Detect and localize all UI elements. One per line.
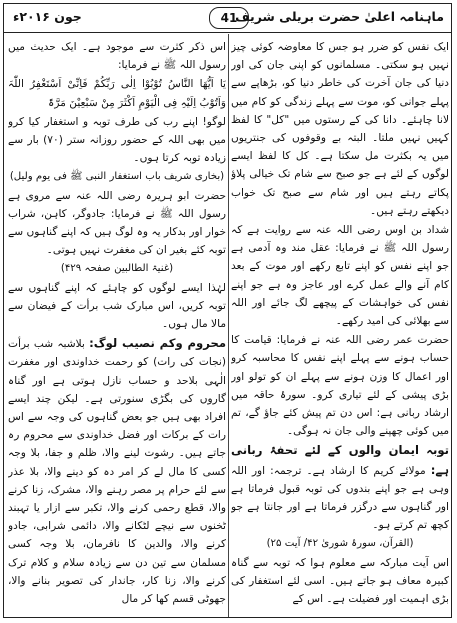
paragraph: مولائے کریم کا ارشاد ہے۔ ترجمہ: اور اللہ وہی ہے جو اپنے بندوں کی توبہ قبول فرماتا ہے اور گناہوں سے درگزر فرماتا ہے اور جانتا ہے جو کچھ تم کرتے ہو۔ xyxy=(231,464,449,532)
magazine-title: ماہنامہ اعلیٰ حضرت بریلی شریف xyxy=(235,9,444,24)
paragraph: حضرت ابو ہریرہ رضی اللہ عنہ سے مروی ہے رسول اللہ ﷺ نے فرمایا: جادوگر، کاہن، شراب خوار اور بدکار یہ وہ لوگ ہیں کہ اپنے گناہوں سے توبہ کئے بغیر ان کی مغفرت نہیں ہوتی۔ xyxy=(8,189,226,257)
section-block xyxy=(8,334,226,608)
paragraph: اس آیت مبارکہ سے معلوم ہوا کہ توبہ سے گناہ کبیرہ معاف ہو جاتے ہیں۔ اسی لئے استغفار کی بڑی اہمیت اور فضیلت ہے۔ اس کے xyxy=(231,556,449,606)
paragraph: لہٰذا ایسے لوگوں کو چاہئے کہ اپنے گناہوں سے توبہ کریں، اس مبارک شب برأت کے فیضان سے مالا مال ہوں۔ xyxy=(8,281,226,331)
quran-reference: (القرآن، سورۂ شوریٰ ۴۲/ آیت ۲۵) xyxy=(266,538,414,550)
page-header xyxy=(3,3,452,33)
column-divider xyxy=(228,34,229,617)
section-block xyxy=(231,441,449,534)
arabic-hadith: یَا اَیُّھَا النَّاسُ تُوْبُوْا اِلٰی رَبِّکُمْ فَاِنِّیْ اَسْتَغْفِرُ اللّٰہَ وَاَتُوْبُ اِلَیْہِ فِی الْیَوْمِ اَکْثَرَ مِنْ سَبْعِیْنَ مَرَّۃً xyxy=(8,78,226,109)
paragraph: حضرت عمر رضی اللہ عنہ نے فرمایا: قیامت کا حساب ہونے سے پہلے اپنے نفس کا محاسبہ کرو اور اعمال کا وزن ہونے سے پہلے ان کو تولو اور بڑی پیشی کے لئے تیاری کرو۔ سورۂ حاقہ میں ارشاد ربانی ہے: اس دن تم پیش کئے جاؤ گے، تم میں کوئی چھپنے والی جان نہ ہوگی۔ xyxy=(231,334,449,438)
page-number: 41 xyxy=(209,7,249,29)
section-heading: محروم وکم نصیب لوگ: xyxy=(89,336,226,351)
right-column xyxy=(231,38,449,613)
paragraph: لوگو! اپنے رب کی طرف توبہ و استغفار کیا کرو میں بھی اللہ کے حضور روزانہ ستر (۷۰) بار سے زیادہ توبہ کرتا ہوں۔ xyxy=(8,115,226,165)
paragraph: شداد بن اوس رضی اللہ عنہ سے روایت ہے کہ رسول اللہ ﷺ نے فرمایا: عقل مند وہ آدمی ہے جو اپنے نفس کو اپنے تابع رکھے اور موت کے بعد کام آنے والے عمل کرے اور عاجز وہ ہے جو اپنے نفس کی خواہشات کے پیچھے لگ جائے اور اللہ سے بھلائی کی امید رکھے۔ xyxy=(231,224,449,328)
paragraph: ایک نفس کو ضرر ہو جس کا معاوضہ کوئی چیز نہیں ہو سکتی۔ مسلمانوں کو اپنی جان کی اور دنیا کی جان آخرت کی خاطر دنیا کو، بڑھاپے سے پہلے جوانی کو، موت سے پہلے زندگی کو کام میں لانا چاہئے۔ دانا کی کے رستوں میں "کل" کا لفظ کہیں نہیں ملتا۔ البتہ بے وقوفوں کی جنتریوں میں یہ بکثرت مل سکتا ہے۔ کل کا لفظ ایسے لوگوں کے لئے ہے جو صبح سے شام تک خیالی پلاؤ پکاتے رہتے ہیں اور شام سے صبح تک خواب دیکھتے رہتے ہیں۔ xyxy=(231,41,449,217)
book-reference: (غنیۃ الطالبین صفحہ ۴۲۹) xyxy=(60,263,174,275)
left-column xyxy=(8,38,226,613)
issue-date: جون ۲۰۱۶ء xyxy=(13,9,82,24)
paragraph: اس ذکر کثرت سے موجود ہے۔ ایک حدیث میں رسول اللہ ﷺ نے فرمایا: xyxy=(8,41,226,72)
paragraph: بلاشبہ شب برأت (نجات کی رات) کو رحمت خداوندی اور مغفرت الٰہی بلاحد و حساب نازل ہوتی ہے اور گناہ گاروں کی بگڑی سنورتی ہے۔ لیکن چند ایسے افراد بھی ہیں جو بعض گناہوں کی وجہ سے اس رات کے برکات اور فضل خداوندی سے محروم رہ جاتے ہیں۔ رشوت لینے والا، ظلم و جفا، بلا وجہ کسی کا مال لے کر امر دہ کو دینے والا، بلا عذر سے لئے حرام پر مصر رہنے والا، مشرک، زنا کرنے والا، قطع رحمی کرنے والا، تکبر سے ازار یا تہبند ٹخنوں سے نیچے لٹکانے والا، دائمی شرابی، جادو کرنے والا، والدین کا نافرمان، بلا وجہ کسی مسلمان سے تین دن سے زیادہ سلام و کلام ترک کرنے والا، زنا کار، جاندار کی تصویر بنانے والا، جھوٹی قسم کھا کر مال xyxy=(8,338,226,606)
section-heading: توبہ ایمان والوں کے لئے تحفۂ ربانی ہے: xyxy=(231,443,449,477)
hadith-reference: (بخاری شریف باب استغفار النبی ﷺ فی یوم ولیل) xyxy=(9,171,225,183)
